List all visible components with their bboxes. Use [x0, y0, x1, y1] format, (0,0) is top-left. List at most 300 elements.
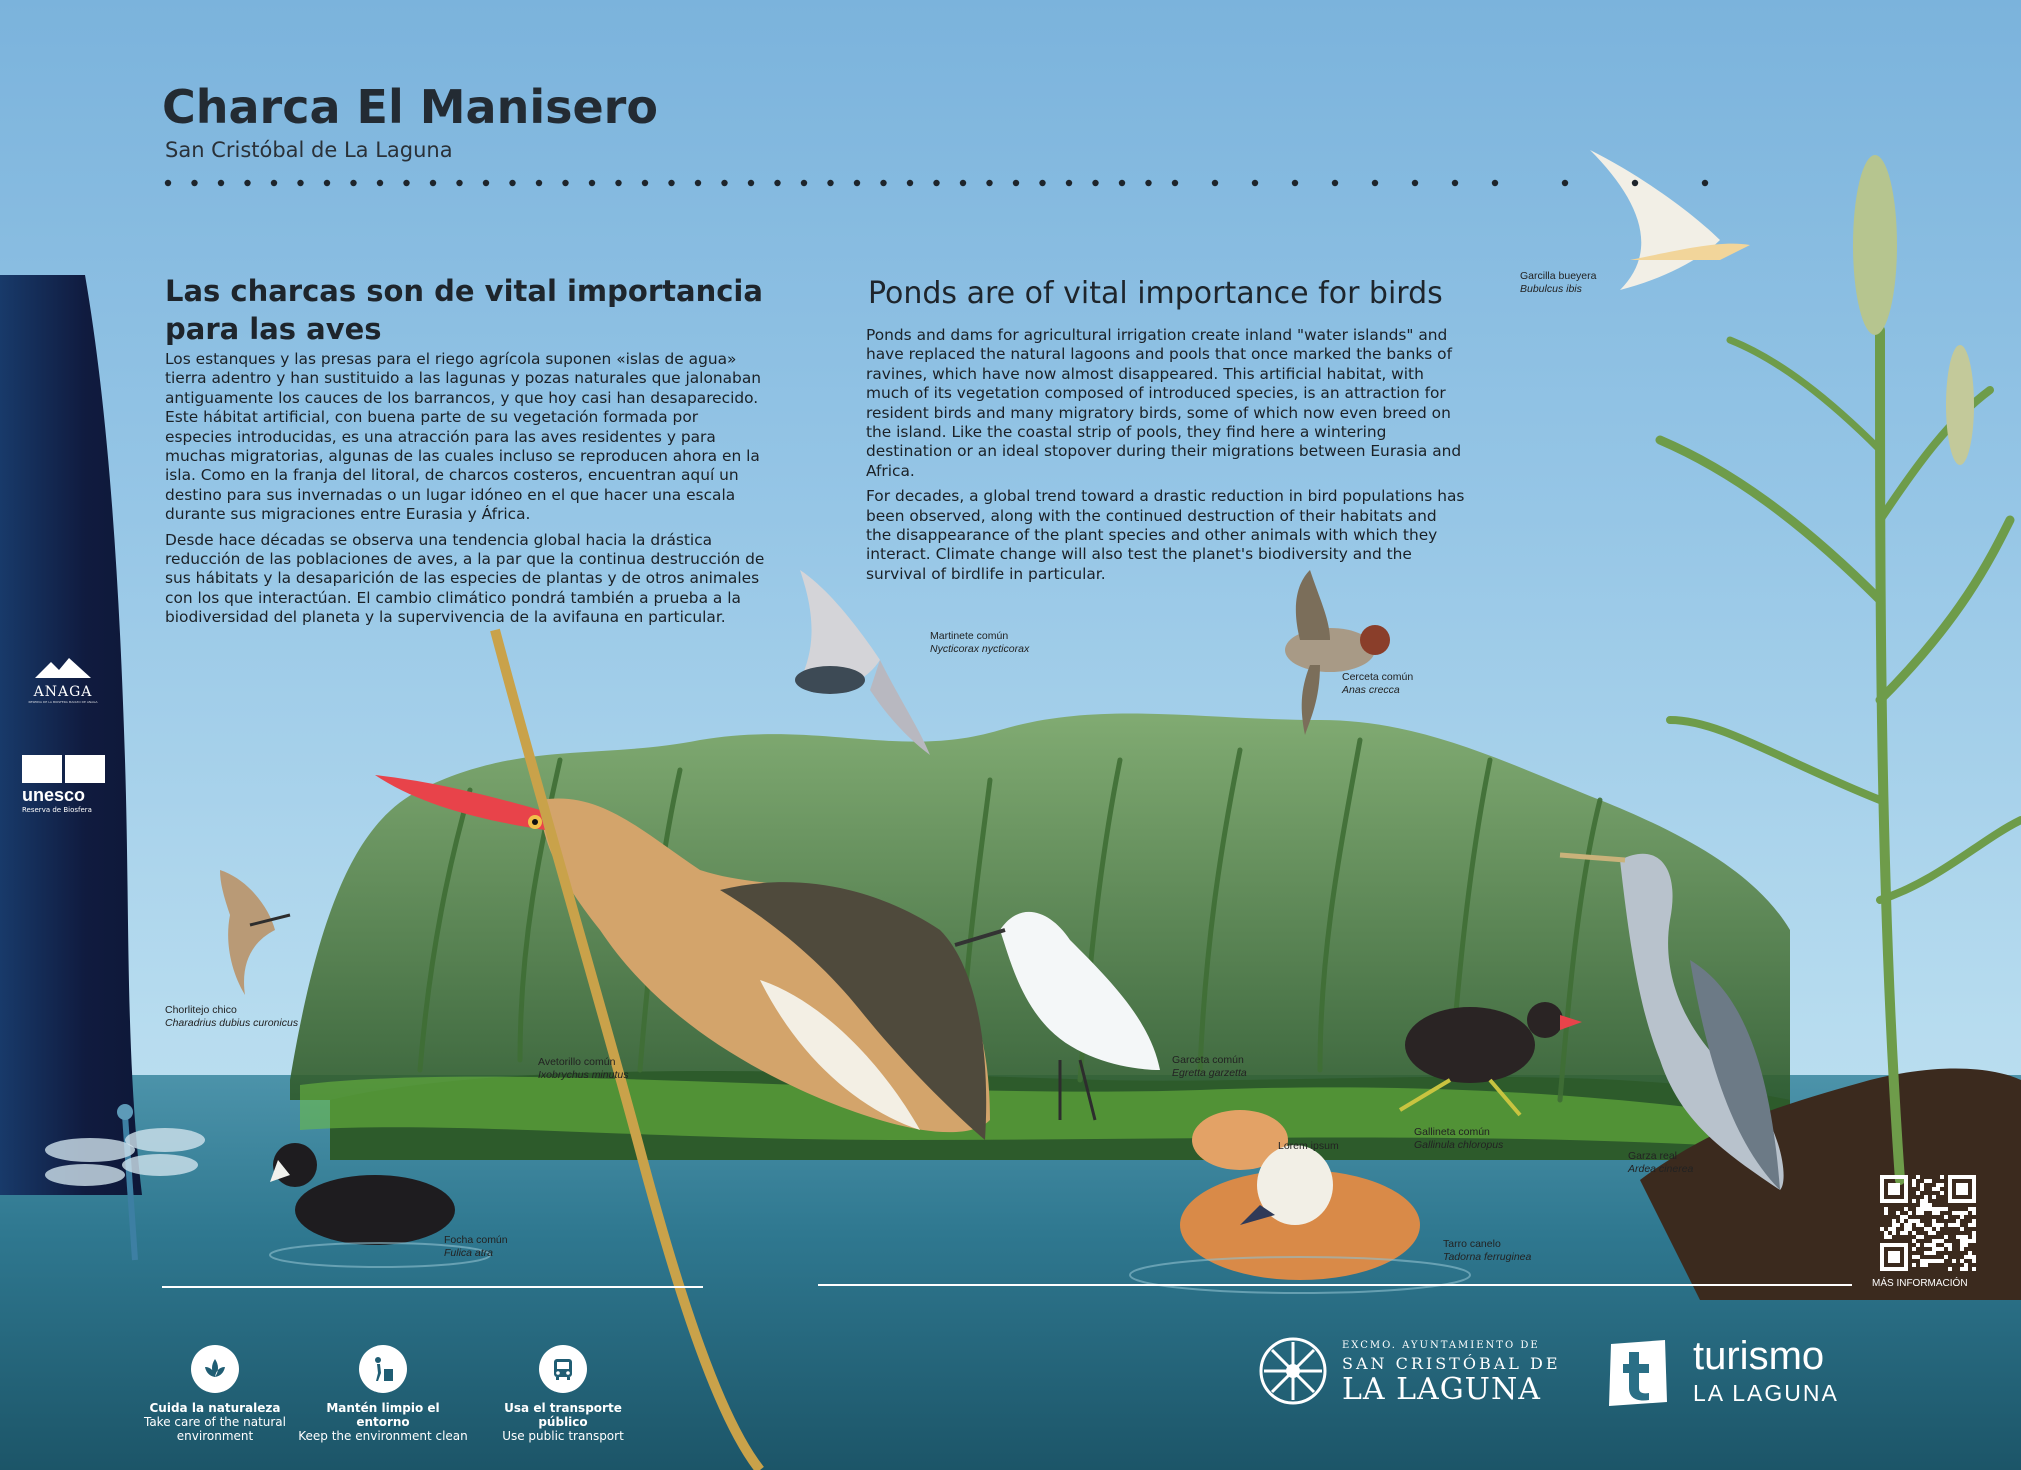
qr-module	[1964, 1235, 1968, 1239]
divider-dot	[509, 180, 515, 186]
dotted-divider	[160, 176, 1770, 190]
side-band	[0, 275, 142, 1195]
qr-module	[1960, 1199, 1964, 1203]
qr-module	[1900, 1199, 1904, 1203]
qr-module	[1908, 1223, 1912, 1227]
qr-module	[1968, 1207, 1972, 1211]
label-little-bittern: Avetorillo común Ixobrychus minutus	[538, 1056, 629, 1081]
qr-module	[1924, 1199, 1928, 1203]
qr-module	[1880, 1247, 1884, 1251]
qr-module	[1964, 1175, 1968, 1179]
qr-module	[1880, 1187, 1884, 1191]
qr-module	[1924, 1179, 1928, 1183]
divider-dot	[1172, 180, 1178, 186]
night-heron-illustration	[795, 570, 930, 755]
qr-module	[1972, 1183, 1976, 1187]
qr-module	[1884, 1231, 1888, 1235]
qr-module	[1904, 1223, 1908, 1227]
divider-dot	[960, 180, 966, 186]
divider-dot	[350, 180, 356, 186]
qr-module	[1912, 1183, 1916, 1187]
qr-module	[1920, 1183, 1924, 1187]
qr-module	[1952, 1223, 1956, 1227]
qr-module	[1884, 1199, 1888, 1203]
qr-module	[1964, 1199, 1968, 1203]
english-heading: Ponds are of vital importance for birds	[868, 276, 1443, 311]
qr-module	[1932, 1195, 1936, 1199]
divider-dot	[562, 180, 568, 186]
qr-module	[1892, 1255, 1896, 1259]
qr-module	[1928, 1203, 1932, 1207]
qr-module	[1900, 1243, 1904, 1247]
qr-module	[1928, 1231, 1932, 1235]
qr-module	[1904, 1195, 1908, 1199]
anaga-logo: ANAGA RESERVA DE LA BIOSFERA MACIZO DE ANAGA	[22, 656, 104, 704]
qr-module	[1904, 1215, 1908, 1219]
qr-module	[1944, 1255, 1948, 1259]
qr-module	[1904, 1263, 1908, 1267]
qr-module	[1948, 1247, 1952, 1251]
qr-module	[1916, 1175, 1920, 1179]
qr-module	[1948, 1175, 1952, 1179]
label-shelduck: Tarro canelo Tadorna ferruginea	[1443, 1238, 1532, 1263]
bus-icon	[539, 1345, 587, 1393]
qr-module	[1900, 1231, 1904, 1235]
qr-module	[1932, 1239, 1936, 1243]
qr-module	[1884, 1267, 1888, 1271]
qr-module	[1956, 1175, 1960, 1179]
qr-module	[1944, 1215, 1948, 1219]
qr-module	[1936, 1223, 1940, 1227]
qr-module	[1892, 1199, 1896, 1203]
divider-dot	[1092, 180, 1098, 186]
qr-module	[1888, 1255, 1892, 1259]
qr-module	[1932, 1231, 1936, 1235]
spanish-body	[165, 350, 765, 628]
qr-module	[1964, 1239, 1968, 1243]
qr-module	[1940, 1207, 1944, 1211]
english-paragraph-1: Ponds and dams for agricultural irrigation create inland "water islands" and have replaced the natural lagoons and pools that once marked the banks of ravines, which have now almost disappeared. This artificial habitat, with much of its vegetation composed of introduced species, is an attraction for resident birds and many migratory birds, some of which now even breed on the island. Like the coastal strip of pools, they find here a wintering destination or an ideal stopover during their migrations between Eurasia and Africa.	[866, 326, 1462, 480]
qr-module	[1924, 1251, 1928, 1255]
qr-module	[1888, 1183, 1892, 1187]
qr-module	[1908, 1227, 1912, 1231]
qr-module	[1948, 1195, 1952, 1199]
label-grey-heron: Garza real Ardea cinerea	[1628, 1150, 1694, 1175]
qr-module	[1884, 1235, 1888, 1239]
footer-item-transport: Usa el transporte público Use public transport	[478, 1345, 648, 1443]
qr-module	[1880, 1183, 1884, 1187]
qr-module	[1972, 1187, 1976, 1191]
qr-module	[1952, 1199, 1956, 1203]
qr-module	[1908, 1211, 1912, 1215]
qr-module	[1948, 1191, 1952, 1195]
qr-module	[1900, 1215, 1904, 1219]
qr-module	[1948, 1187, 1952, 1191]
divider-dot	[324, 180, 330, 186]
qr-module	[1940, 1259, 1944, 1263]
qr-module	[1920, 1263, 1924, 1267]
qr-module	[1880, 1179, 1884, 1183]
english-body	[866, 326, 1466, 584]
qr-module	[1884, 1207, 1888, 1211]
qr-module	[1896, 1259, 1900, 1263]
qr-module	[1920, 1223, 1924, 1227]
label-plover: Chorlitejo chico Charadrius dubius curonicus	[165, 1004, 299, 1029]
divider-dot	[721, 180, 727, 186]
qr-module	[1932, 1187, 1936, 1191]
qr-module	[1884, 1243, 1888, 1247]
qr-module	[1912, 1219, 1916, 1223]
qr-module	[1964, 1263, 1968, 1267]
qr-module	[1920, 1187, 1924, 1191]
divider-dot	[483, 180, 489, 186]
qr-module	[1904, 1187, 1908, 1191]
qr-module	[1892, 1243, 1896, 1247]
divider-dot	[1492, 180, 1498, 186]
qr-module	[1972, 1195, 1976, 1199]
qr-module	[1888, 1187, 1892, 1191]
qr-module	[1932, 1223, 1936, 1227]
divider-dot	[1252, 180, 1258, 186]
qr-module	[1916, 1255, 1920, 1259]
qr-module	[1936, 1211, 1940, 1215]
qr-module	[1972, 1235, 1976, 1239]
qr-module	[1944, 1243, 1948, 1247]
qr-module	[1920, 1207, 1924, 1211]
divider-dot	[615, 180, 621, 186]
qr-module	[1968, 1251, 1972, 1255]
divider-dot	[1212, 180, 1218, 186]
qr-module	[1936, 1183, 1940, 1187]
qr-module	[1956, 1219, 1960, 1223]
qr-module	[1912, 1255, 1916, 1259]
divider-dot	[271, 180, 277, 186]
footer-item-nature: Cuida la naturaleza Take care of the natural environment	[130, 1345, 300, 1443]
qr-module	[1964, 1191, 1968, 1195]
divider-dot	[933, 180, 939, 186]
ayuntamiento-logo: EXCMO. AYUNTAMIENTO DE SAN CRISTÓBAL DE LA LAGUNA	[1258, 1336, 1528, 1406]
qr-module	[1884, 1211, 1888, 1215]
qr-module	[1924, 1227, 1928, 1231]
qr-module	[1940, 1247, 1944, 1251]
qr-module	[1920, 1199, 1924, 1203]
divider-dot	[774, 180, 780, 186]
qr-module	[1892, 1219, 1896, 1223]
label-moorhen: Gallineta común Gallinula chloropus	[1414, 1126, 1504, 1151]
qr-module	[1904, 1247, 1908, 1251]
qr-module	[1924, 1263, 1928, 1267]
qr-module	[1888, 1267, 1892, 1271]
qr-module	[1880, 1251, 1884, 1255]
qr-module	[1888, 1191, 1892, 1195]
qr-module	[1972, 1267, 1976, 1271]
divider-dot	[1452, 180, 1458, 186]
qr-module	[1896, 1199, 1900, 1203]
qr-module	[1972, 1255, 1976, 1259]
qr-module	[1880, 1267, 1884, 1271]
qr-module	[1932, 1207, 1936, 1211]
qr-module	[1892, 1183, 1896, 1187]
divider-dot	[1412, 180, 1418, 186]
qr-module	[1880, 1175, 1884, 1179]
qr-module	[1904, 1243, 1908, 1247]
qr-module	[1896, 1211, 1900, 1215]
divider-dot	[1119, 180, 1125, 186]
divider-dot	[1332, 180, 1338, 186]
qr-module	[1880, 1227, 1884, 1231]
qr-module	[1920, 1211, 1924, 1215]
qr-module	[1968, 1255, 1972, 1259]
qr-module	[1896, 1243, 1900, 1247]
divider-dot	[986, 180, 992, 186]
divider-dot	[827, 180, 833, 186]
divider-dot	[218, 180, 224, 186]
qr-module	[1932, 1211, 1936, 1215]
qr-module	[1940, 1175, 1944, 1179]
qr-module	[1956, 1191, 1960, 1195]
qr-module	[1932, 1219, 1936, 1223]
label-night-heron: Martinete común Nycticorax nycticorax	[930, 630, 1030, 655]
qr-module	[1916, 1223, 1920, 1227]
qr-module	[1892, 1191, 1896, 1195]
divider-dot	[430, 180, 436, 186]
unesco-temple-icon	[22, 755, 62, 783]
plover-illustration	[220, 870, 290, 995]
divider-dot	[1013, 180, 1019, 186]
qr-module	[1912, 1247, 1916, 1251]
qr-module	[1972, 1219, 1976, 1223]
qr-module	[1940, 1239, 1944, 1243]
qr-module	[1924, 1259, 1928, 1263]
qr-module	[1952, 1211, 1956, 1215]
qr-module	[1892, 1175, 1896, 1179]
qr-module	[1956, 1223, 1960, 1227]
qr-module	[1952, 1175, 1956, 1179]
divider-dot	[1066, 180, 1072, 186]
divider-dot	[880, 180, 886, 186]
qr-module	[1972, 1207, 1976, 1211]
qr-module	[1964, 1267, 1968, 1271]
qr-module	[1920, 1259, 1924, 1263]
page-title: Charca El Manisero	[162, 80, 658, 134]
qr-module	[1964, 1183, 1968, 1187]
qr-module	[1920, 1235, 1924, 1239]
qr-module	[1880, 1243, 1884, 1247]
qr-module	[1892, 1231, 1896, 1235]
qr-module	[1956, 1235, 1960, 1239]
divider-dot	[1632, 180, 1638, 186]
qr-module	[1904, 1231, 1908, 1235]
qr-module	[1956, 1187, 1960, 1191]
qr-module	[1900, 1175, 1904, 1179]
divider-dot	[854, 180, 860, 186]
qr-module	[1956, 1199, 1960, 1203]
qr-module	[1896, 1251, 1900, 1255]
qr-module	[1916, 1235, 1920, 1239]
qr-module	[1936, 1247, 1940, 1251]
qr-module	[1972, 1223, 1976, 1227]
qr-module	[1892, 1251, 1896, 1255]
qr-module	[1896, 1187, 1900, 1191]
qr-module	[1972, 1239, 1976, 1243]
qr-module	[1948, 1243, 1952, 1247]
divider-dot	[695, 180, 701, 186]
qr-module	[1924, 1207, 1928, 1211]
qr-module	[1880, 1195, 1884, 1199]
qr-module	[1960, 1175, 1964, 1179]
qr-module	[1972, 1199, 1976, 1203]
qr-module	[1896, 1183, 1900, 1187]
unesco-logo: unesco Reserva de Biosfera	[22, 755, 106, 814]
qr-module	[1920, 1203, 1924, 1207]
qr-module	[1960, 1215, 1964, 1219]
qr-module	[1912, 1179, 1916, 1183]
qr-module	[1944, 1207, 1948, 1211]
qr-module	[1880, 1259, 1884, 1263]
lotus-icon	[191, 1345, 239, 1393]
qr-module	[1924, 1203, 1928, 1207]
qr-module	[1960, 1187, 1964, 1191]
qr-module	[1888, 1235, 1892, 1239]
qr-module	[1904, 1227, 1908, 1231]
qr-module	[1960, 1211, 1964, 1215]
qr-module	[1928, 1259, 1932, 1263]
divider-dot	[297, 180, 303, 186]
qr-module	[1972, 1259, 1976, 1263]
qr-module	[1968, 1239, 1972, 1243]
qr-module	[1964, 1187, 1968, 1191]
qr-module	[1916, 1243, 1920, 1247]
qr-module	[1880, 1255, 1884, 1259]
divider-dot	[165, 180, 171, 186]
divider-dot	[589, 180, 595, 186]
qr-module	[1916, 1219, 1920, 1223]
qr-module	[1948, 1183, 1952, 1187]
qr-module	[1932, 1259, 1936, 1263]
qr-module	[1904, 1175, 1908, 1179]
qr-module	[1904, 1179, 1908, 1183]
qr-module	[1880, 1263, 1884, 1267]
qr-module	[1912, 1199, 1916, 1203]
divider-dot	[801, 180, 807, 186]
qr-module	[1904, 1255, 1908, 1259]
mountain-icon	[33, 656, 93, 680]
divider-dot	[244, 180, 250, 186]
qr-module	[1960, 1191, 1964, 1195]
qr-module	[1960, 1235, 1964, 1239]
qr-module	[1912, 1231, 1916, 1235]
qr-module	[1884, 1175, 1888, 1179]
qr-module	[1972, 1179, 1976, 1183]
qr-module	[1896, 1267, 1900, 1271]
qr-module	[1896, 1255, 1900, 1259]
qr-module	[1888, 1175, 1892, 1179]
qr-module	[1960, 1267, 1964, 1271]
divider-dot	[1292, 180, 1298, 186]
divider-dot	[1372, 180, 1378, 186]
qr-module	[1972, 1231, 1976, 1235]
qr-module	[1912, 1263, 1916, 1267]
divider-dot	[668, 180, 674, 186]
wheel-emblem-icon	[1258, 1336, 1328, 1406]
qr-module	[1892, 1259, 1896, 1263]
spanish-heading: Las charcas son de vital importancia para las aves	[165, 274, 763, 346]
divider-dot	[642, 180, 648, 186]
qr-module	[1904, 1183, 1908, 1187]
divider-dot	[456, 180, 462, 186]
qr-module	[1904, 1207, 1908, 1211]
turismo-t-icon	[1605, 1338, 1671, 1408]
qr-module	[1936, 1187, 1940, 1191]
qr-module	[1896, 1191, 1900, 1195]
qr-module	[1956, 1211, 1960, 1215]
qr-module	[1940, 1183, 1944, 1187]
qr-module	[1896, 1175, 1900, 1179]
qr-module	[1924, 1195, 1928, 1199]
english-paragraph-2: For decades, a global trend toward a drastic reduction in bird populations has been observed, along with the continued destruction of their habitats and the disappearance of the plant species and other animals with which they interact. Climate change will also test the planet's biodiversity and the survival of birdlife in particular.	[866, 487, 1465, 583]
qr-module	[1880, 1199, 1884, 1203]
qr-module	[1944, 1235, 1948, 1239]
qr-module	[1900, 1219, 1904, 1223]
cattle-egret-illustration	[1590, 150, 1750, 290]
divider-dot	[536, 180, 542, 186]
qr-module	[1928, 1251, 1932, 1255]
qr-module	[1904, 1259, 1908, 1263]
divider-dot	[907, 180, 913, 186]
litter-bin-icon	[359, 1345, 407, 1393]
qr-module	[1880, 1191, 1884, 1195]
qr-module	[1948, 1223, 1952, 1227]
qr-module	[1960, 1259, 1964, 1263]
qr-module	[1896, 1223, 1900, 1227]
qr-module	[1888, 1259, 1892, 1263]
qr-module	[1928, 1179, 1932, 1183]
qr-module	[1912, 1239, 1916, 1243]
label-little-egret: Garceta común Egretta garzetta	[1172, 1054, 1247, 1079]
turismo-logo: turismo LA LAGUNA	[1605, 1338, 1865, 1408]
qr-module	[1892, 1227, 1896, 1231]
qr-module	[1936, 1207, 1940, 1211]
divider-dot	[377, 180, 383, 186]
qr-module	[1932, 1247, 1936, 1251]
reed-plume	[1853, 155, 1897, 335]
spanish-paragraph-1: Los estanques y las presas para el riego agrícola suponen «islas de agua» tierra adentro y han sustituido a las lagunas y pozas naturales que jalonaban antiguamente los cauces de los barrancos, y que hoy casi han desaparecido. Este hábitat artificial, con buena parte de su vegetación formada por especies introducidas, es una atracción para las aves residentes y para muchas migratorias, algunas de las cuales incluso se reproducen ahora en la isla. Como en la franja del litoral, de charcos costeros, encuentran aquí un destino para sus invernadas o un lugar idóneo en el que hacer una escala durante sus migraciones entre Eurasia y África.	[165, 350, 762, 524]
qr-code[interactable]	[1880, 1175, 1976, 1271]
qr-module	[1936, 1239, 1940, 1243]
divider-dot	[748, 180, 754, 186]
qr-module	[1888, 1243, 1892, 1247]
page-subtitle: San Cristóbal de La Laguna	[165, 138, 453, 162]
qr-module	[1916, 1211, 1920, 1215]
qr-module	[1916, 1191, 1920, 1195]
qr-module	[1936, 1227, 1940, 1231]
qr-module	[1960, 1227, 1964, 1231]
qr-module	[1948, 1199, 1952, 1203]
qr-module	[1888, 1227, 1892, 1231]
qr-module	[1932, 1243, 1936, 1247]
qr-module	[1928, 1243, 1932, 1247]
qr-module	[1968, 1199, 1972, 1203]
qr-module	[1940, 1191, 1944, 1195]
qr-module	[1948, 1267, 1952, 1271]
qr-module	[1964, 1243, 1968, 1247]
spanish-paragraph-2: Desde hace décadas se observa una tendencia global hacia la drástica reducción de las poblaciones de aves, a la par que la continua destrucción de sus hábitats y la desaparición de las especies de plantas y de otros animales con los que interactúan. El cambio climático pondrá también a prueba a la biodiversidad del planeta y la supervivencia de la avifauna en particular.	[165, 530, 765, 627]
qr-module	[1960, 1239, 1964, 1243]
qr-module	[1960, 1243, 1964, 1247]
qr-module	[1952, 1259, 1956, 1263]
divider-dot	[403, 180, 409, 186]
qr-module	[1968, 1223, 1972, 1227]
